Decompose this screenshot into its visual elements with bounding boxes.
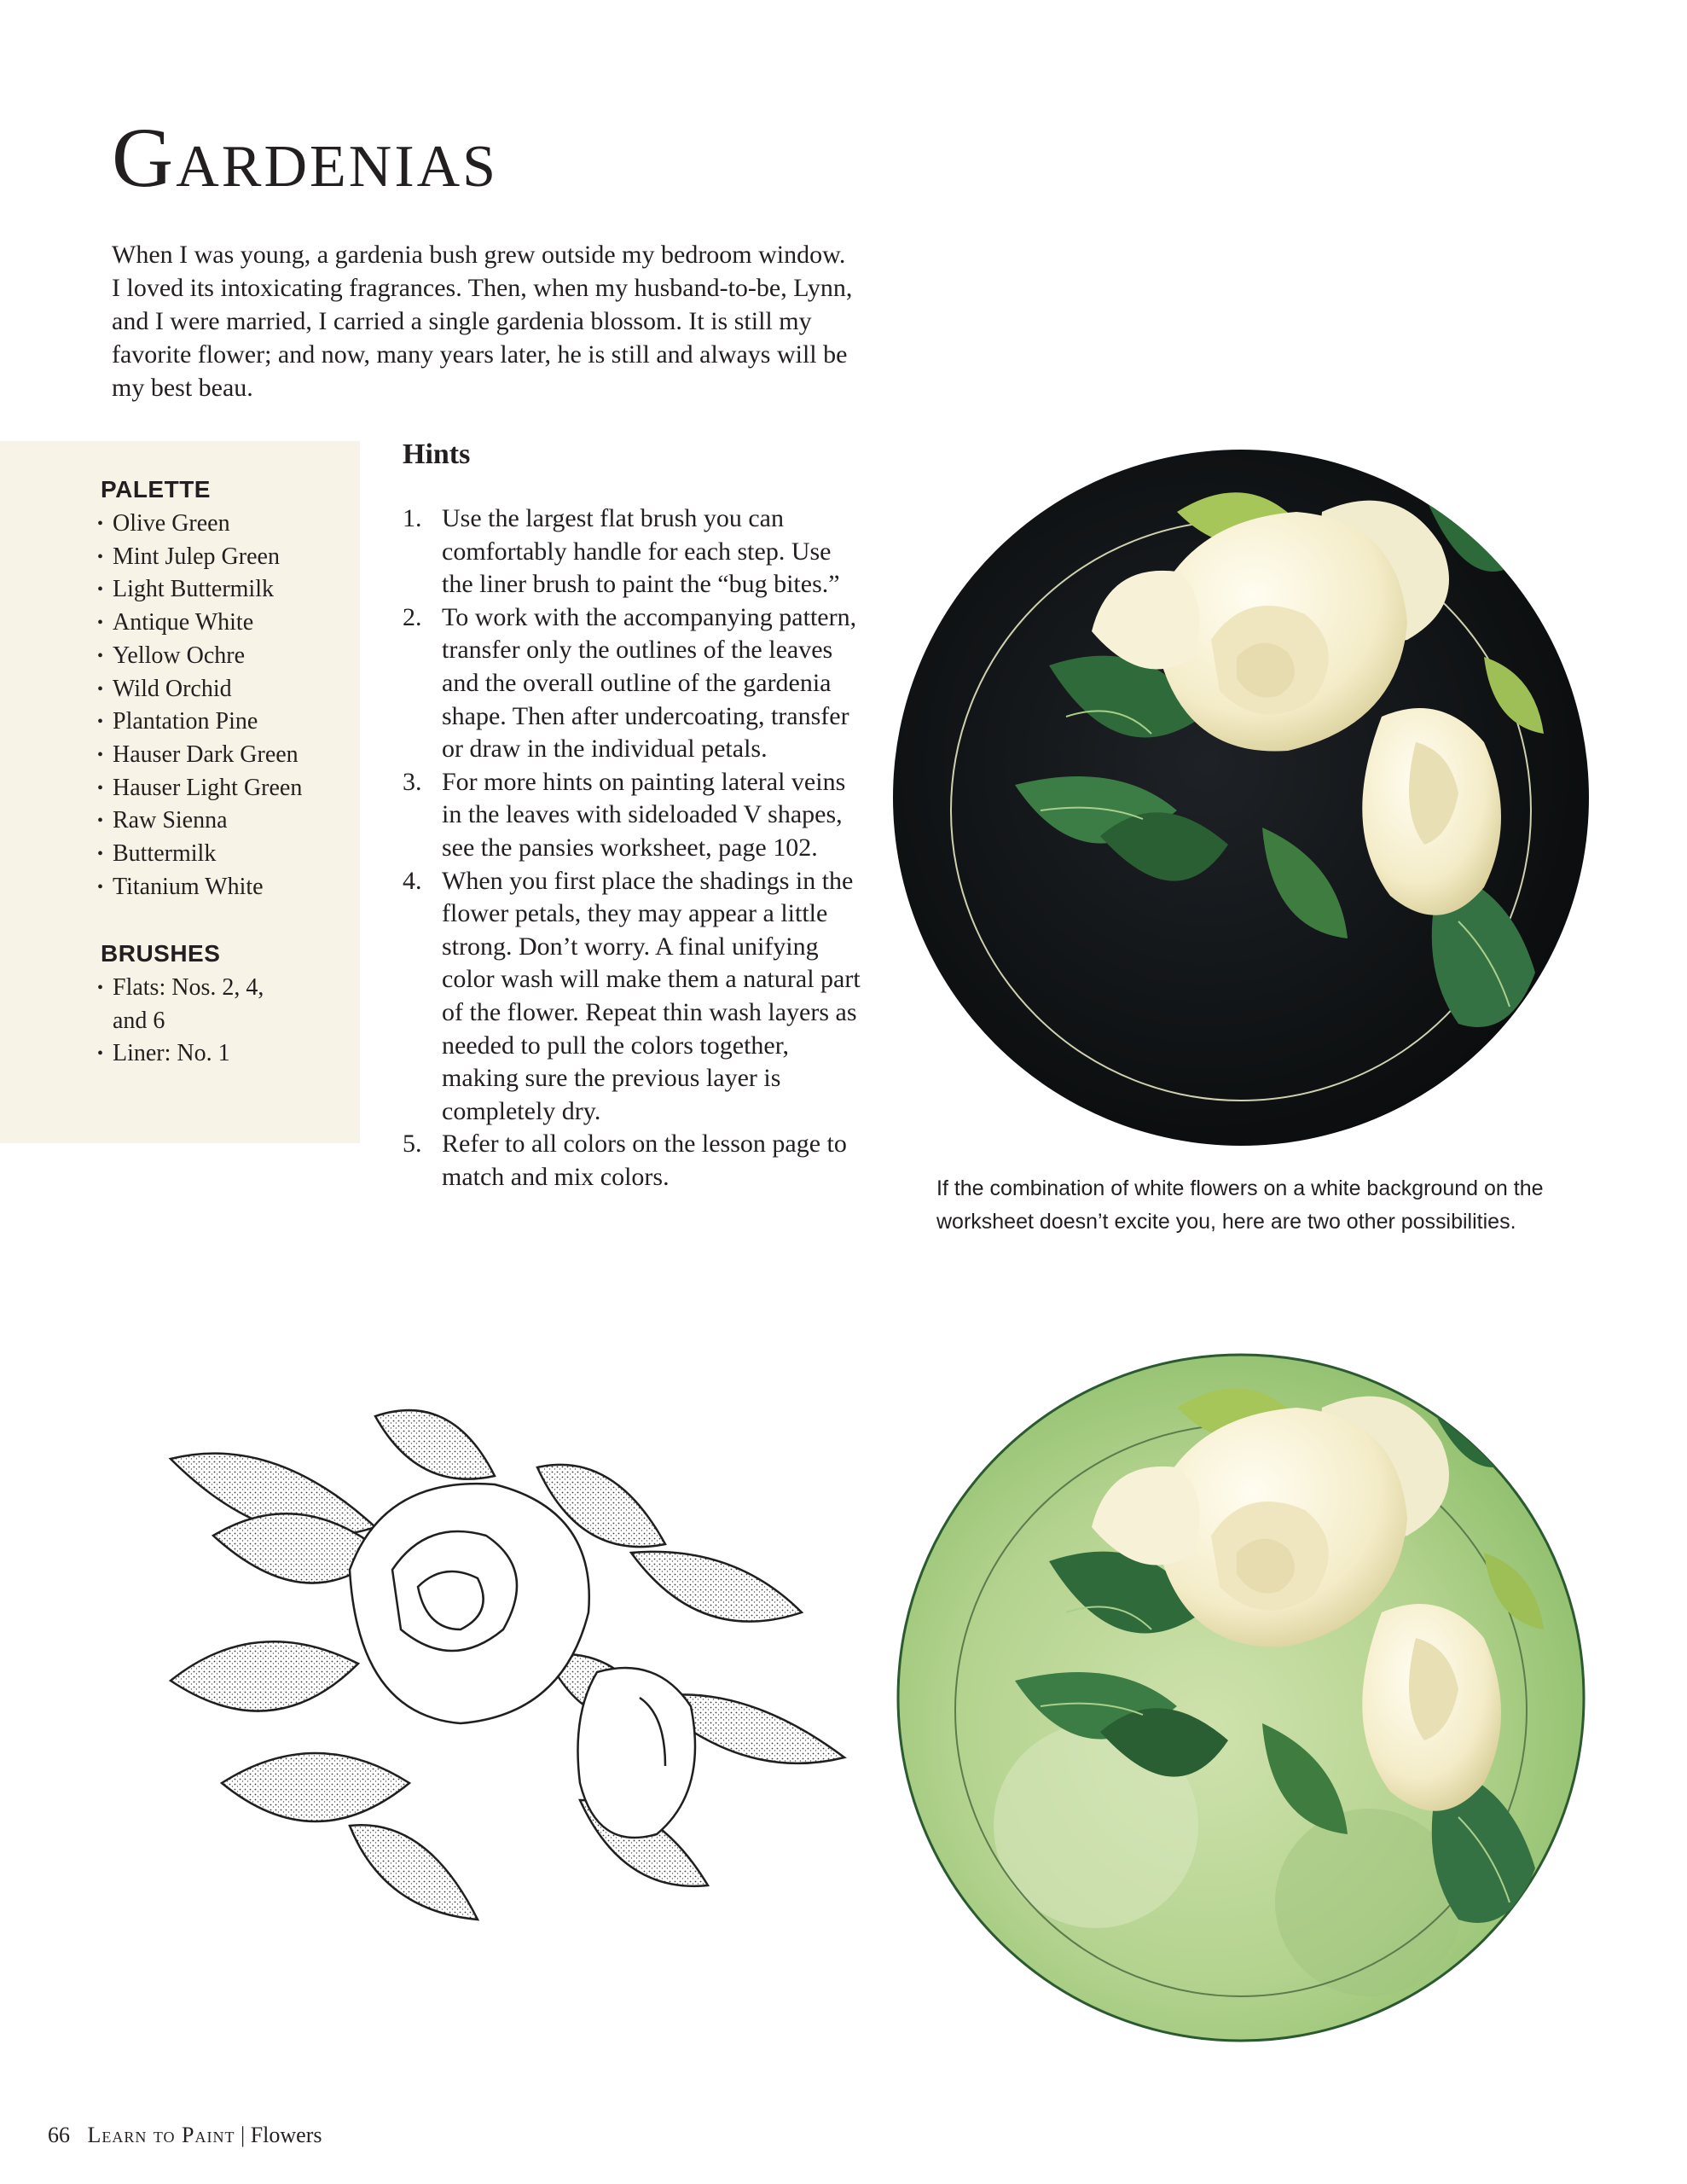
palette-list — [97, 508, 302, 903]
page-footer — [48, 2123, 322, 2148]
hint-text: When you first place the shadings in the flower petals, they may appear a little strong. Don’t worry. A final unifying color wash will make them a natural part of the flower. Repeat thin wash layers as needed to pull the colors together, making sure the previous layer is completely dry. — [442, 866, 861, 1125]
hints-list — [403, 502, 863, 1194]
palette-item: • Yellow Ochre — [97, 640, 302, 673]
hint-text: Refer to all colors on the lesson page to match and mix colors. — [442, 1130, 847, 1191]
hint-text: To work with the accompanying pattern, transfer only the outlines of the leaves and the overall outline of the gardenia shape. Then after undercoating, transfer or draw in the individual petals. — [442, 602, 857, 764]
palette-heading: PALETTE — [101, 476, 211, 502]
palette-item: • Titanium White — [97, 871, 302, 904]
intro-paragraph: When I was young, a gardenia bush grew outside my bedroom window. I loved its intoxicating fragrances. Then, when my husband-to-be, Lynn, and I were married, I carried a single gardenia blossom. It is still my favorite flower; and now, many years later, he is still and always will be my best beau. — [112, 241, 853, 402]
hint-item — [403, 766, 863, 865]
hint-item — [403, 502, 863, 601]
supplies-sidebar — [0, 441, 360, 1143]
black-plate-illustration — [887, 444, 1595, 1152]
hint-number: 5. — [403, 1130, 422, 1159]
palette-item: • Buttermilk — [97, 838, 302, 871]
hint-text: Use the largest flat brush you can comfortably handle for each step. Use the liner brush to paint the “bug bites.” — [442, 504, 840, 599]
palette-item: • Hauser Dark Green — [97, 739, 302, 772]
palette-item: • Mint Julep Green — [97, 541, 302, 574]
page-number: 66 — [48, 2123, 70, 2147]
palette-item: • Light Buttermilk — [97, 573, 302, 607]
green-plate-illustration — [891, 1348, 1591, 2048]
brush-item: • Liner: No. 1 — [97, 1037, 302, 1071]
footer-separator: | — [241, 2123, 246, 2147]
hint-item — [403, 1128, 863, 1194]
hint-number: 4. — [403, 866, 422, 895]
caption: If the combination of white flowers on a white background on the worksheet doesn’t excite you, here are two other possibilities. — [936, 1176, 1544, 1234]
brushes-list — [97, 972, 302, 1071]
palette-item: • Antique White — [97, 607, 302, 640]
hints-heading: Hints — [403, 439, 471, 470]
palette-item: • Raw Sienna — [97, 804, 302, 838]
hint-item — [403, 865, 863, 1129]
page-title: Gardenias — [112, 110, 499, 205]
hint-item — [403, 601, 863, 766]
hint-text: For more hints on painting lateral veins in the leaves with sideloaded V shapes, see the pansies worksheet, page 102. — [442, 767, 846, 862]
palette-item: • Hauser Light Green — [97, 772, 302, 805]
book-title: Learn to Paint — [87, 2123, 235, 2147]
palette-item: • Wild Orchid — [97, 673, 302, 706]
palette-item: • Olive Green — [97, 508, 302, 541]
brushes-heading: BRUSHES — [101, 940, 221, 967]
hint-number: 3. — [403, 767, 422, 796]
hint-number: 1. — [403, 504, 422, 532]
brush-item: • Flats: Nos. 2, 4, and 6 — [97, 972, 302, 1037]
hint-number: 2. — [403, 602, 422, 631]
palette-item: • Plantation Pine — [97, 706, 302, 739]
gardenia-pattern-sketch — [136, 1399, 853, 1945]
section-name: Flowers — [250, 2123, 322, 2147]
